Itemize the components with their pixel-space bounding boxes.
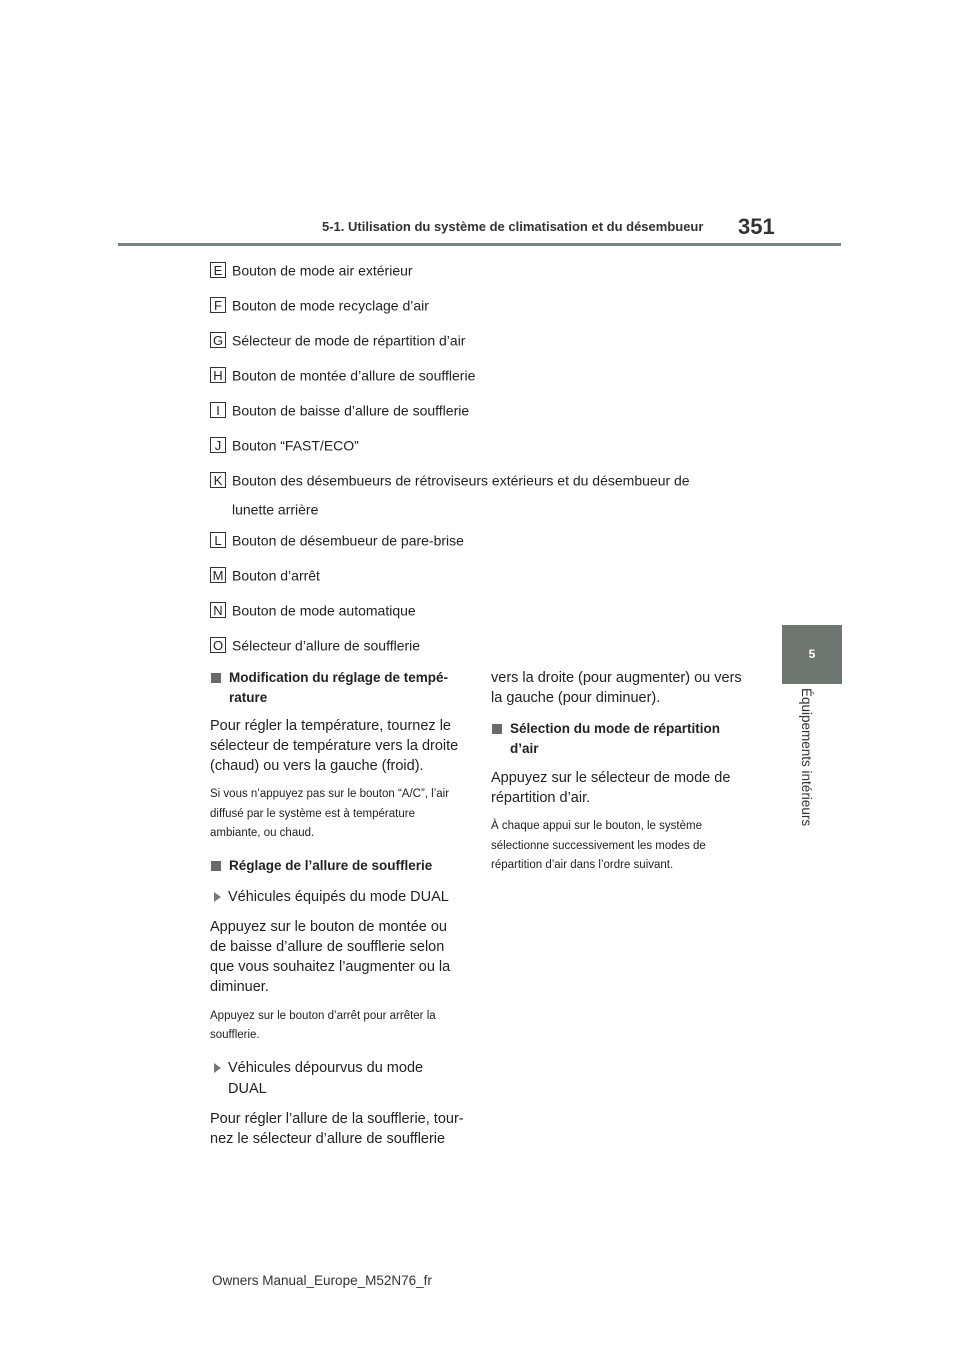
- bullet-text: Véhicules dépourvus du mode DUAL: [228, 1059, 424, 1097]
- legend-item-i: [210, 399, 469, 420]
- dual-note: Appuyez sur le bouton d’arrêt pour arrêter la soufflerie.: [210, 1009, 436, 1041]
- legend-text: Bouton de mode recyclage d’air: [232, 297, 429, 314]
- callout-key: N: [210, 602, 226, 618]
- legend-text: Bouton de mode air extérieur: [232, 262, 413, 279]
- bullet-text: Véhicules équipés du mode DUAL: [228, 888, 449, 905]
- callout-key: F: [210, 297, 226, 313]
- legend-item-h: [210, 364, 475, 385]
- callout-key: I: [210, 402, 226, 418]
- callout-key: G: [210, 332, 226, 348]
- temperature-body: Pour régler la température, tournez le sélecteur de température vers la droite (chaud) ou vers la gauche (froid).: [210, 718, 459, 774]
- legend-item-e: [210, 259, 413, 280]
- fan-speed-heading: [210, 856, 465, 876]
- legend-item-n: [210, 599, 416, 620]
- square-bullet-icon: [211, 861, 221, 871]
- callout-key: J: [210, 437, 226, 453]
- legend-text: Bouton “FAST/ECO”: [232, 437, 359, 454]
- continued-body: vers la droite (pour augmenter) ou vers la gauche (pour diminuer).: [491, 670, 742, 706]
- legend-item-k-continuation: [232, 498, 318, 519]
- legend-text: Sélecteur de mode de répartition d’air: [232, 332, 466, 349]
- header-divider: [118, 243, 841, 246]
- temperature-heading: [210, 668, 465, 708]
- temperature-note: Si vous n’appuyez pas sur le bouton “A/C”, l’air diffusé par le système est à température ambiante, ou chaud.: [210, 788, 450, 839]
- distribution-heading: [491, 719, 746, 759]
- no-dual-bullet: [210, 1058, 453, 1100]
- legend-text: Bouton de mode automatique: [232, 602, 416, 619]
- legend-item-o: [210, 634, 420, 655]
- footer-text: Owners Manual_Europe_M52N76_fr: [212, 1273, 432, 1288]
- no-dual-body: Pour régler l’allure de la soufflerie, tour- nez le sélecteur d’allure de soufflerie: [210, 1110, 464, 1147]
- callout-key: M: [210, 567, 226, 583]
- legend-text: Bouton d’arrêt: [232, 567, 320, 584]
- legend-item-l: [210, 529, 464, 550]
- distribution-body: Appuyez sur le sélecteur de mode de répartition d’air.: [491, 770, 731, 806]
- heading-text: Modification du réglage de tempé- rature: [229, 670, 449, 705]
- page-number: 351: [738, 214, 775, 239]
- triangle-bullet-icon: [214, 1063, 221, 1073]
- legend-text: Sélecteur d’allure de soufflerie: [232, 637, 421, 654]
- legend-text: Bouton de désembueur de pare-brise: [232, 532, 464, 549]
- callout-key: H: [210, 367, 226, 383]
- triangle-bullet-icon: [214, 892, 221, 902]
- legend-item-j: [210, 434, 359, 455]
- legend-item-m: [210, 564, 320, 585]
- chapter-title: Équipements intérieurs: [799, 688, 814, 827]
- section-title: 5-1. Utilisation du système de climatisation et du désembueur: [322, 219, 704, 234]
- heading-text: Réglage de l’allure de soufflerie: [229, 857, 433, 873]
- legend-text: lunette arrière: [232, 501, 319, 518]
- legend-item-g: [210, 329, 465, 350]
- callout-key: O: [210, 637, 226, 653]
- chapter-tab[interactable]: 5: [782, 625, 842, 684]
- square-bullet-icon: [211, 673, 221, 683]
- distribution-note: À chaque appui sur le bouton, le système sélectionne successivement les modes de répartition d’air dans l’ordre suivant.: [491, 820, 706, 871]
- callout-key: L: [210, 532, 226, 548]
- legend-text: Bouton de montée d’allure de soufflerie: [232, 367, 476, 384]
- dual-body: Appuyez sur le bouton de montée ou de baisse d’allure de soufflerie selon que vous souhaitez l’augmenter ou la diminuer.: [210, 918, 451, 995]
- legend-text: Bouton des désembueurs de rétroviseurs extérieurs et du désembueur de: [232, 472, 690, 489]
- dual-bullet: [210, 887, 465, 908]
- legend-item-f: [210, 294, 429, 315]
- heading-text: Sélection du mode de répartition d’air: [510, 721, 721, 756]
- square-bullet-icon: [492, 724, 502, 734]
- legend-item-k: [210, 469, 690, 490]
- callout-key: K: [210, 472, 226, 488]
- legend-text: Bouton de baisse d’allure de soufflerie: [232, 402, 470, 419]
- left-column: [210, 668, 465, 1149]
- right-column: [491, 668, 746, 876]
- callout-key: E: [210, 262, 226, 278]
